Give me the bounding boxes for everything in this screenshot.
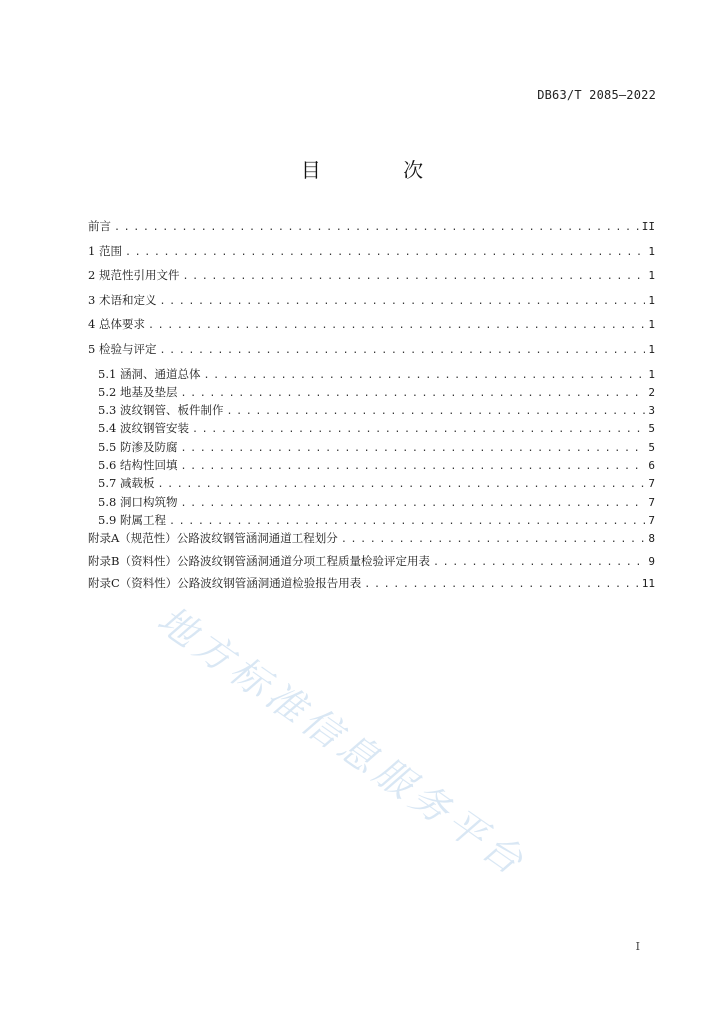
- toc-entry-page: 1: [648, 367, 655, 381]
- toc-leader-dots: [433, 554, 645, 571]
- toc-entry-page: 1: [648, 269, 655, 283]
- toc-leader-dots: [180, 458, 645, 475]
- toc-leader-dots: [341, 531, 646, 548]
- toc-entry[interactable]: [88, 292, 655, 317]
- toc-entry-page: 1: [648, 342, 655, 356]
- toc-entry-page: 11: [641, 577, 655, 591]
- toc-entry-label: 附录B（资料性）公路波纹钢管涵洞通道分项工程质量检验评定用表: [88, 553, 433, 570]
- page-number: I: [635, 940, 640, 953]
- toc-entry-page: 7: [648, 513, 655, 527]
- toc-entry[interactable]: [88, 512, 655, 530]
- toc-leader-dots: [203, 367, 645, 384]
- toc-leader-dots: [169, 513, 645, 530]
- toc-leader-dots: [364, 576, 638, 593]
- toc-entry-page: 8: [648, 532, 655, 546]
- toc-entry-label: 5 检验与评定: [88, 341, 159, 358]
- toc-entry[interactable]: [88, 218, 655, 243]
- toc-entry[interactable]: [88, 316, 655, 341]
- toc-entry[interactable]: [88, 575, 655, 598]
- toc-leader-dots: [182, 268, 645, 285]
- watermark: 地方标准信息服务平台: [149, 597, 536, 886]
- toc-entry-page: 1: [648, 293, 655, 307]
- toc-entry[interactable]: [88, 475, 655, 493]
- toc-entry[interactable]: [88, 439, 655, 457]
- toc-entry[interactable]: [88, 530, 655, 553]
- toc-entry[interactable]: [88, 243, 655, 268]
- toc-entry-page: 7: [648, 495, 655, 509]
- toc-entry[interactable]: [88, 267, 655, 292]
- toc-leader-dots: [125, 244, 645, 261]
- toc-entry-label: 5.3 波纹钢管、板件制作: [98, 402, 226, 419]
- toc-entry-label: 5.9 附属工程: [98, 512, 169, 529]
- toc-entry[interactable]: [88, 366, 655, 384]
- toc-entry-page: 5: [648, 440, 655, 454]
- toc-entry-label: 附录C（资料性）公路波纹钢管涵洞通道检验报告用表: [88, 575, 364, 592]
- toc-entry-label: 4 总体要求: [88, 316, 148, 333]
- toc-leader-dots: [180, 385, 645, 402]
- toc-leader-dots: [114, 219, 639, 236]
- toc-entry[interactable]: [88, 341, 655, 366]
- toc-entry-label: 5.4 波纹钢管安装: [98, 420, 192, 437]
- page-title: 目 次: [300, 158, 462, 182]
- toc-entry-page: 2: [648, 385, 655, 399]
- toc-entry-label: 附录A（规范性）公路波纹钢管涵洞通道工程划分: [88, 530, 341, 547]
- table-of-contents: [88, 218, 655, 598]
- toc-entry-label: 3 术语和定义: [88, 292, 159, 309]
- toc-entry-label: 5.5 防渗及防腐: [98, 439, 180, 456]
- document-code: DB63/T 2085—2022: [537, 88, 656, 102]
- toc-leader-dots: [157, 476, 645, 493]
- toc-entry-label: 5.8 洞口构筑物: [98, 494, 180, 511]
- toc-leader-dots: [159, 342, 645, 359]
- toc-entry[interactable]: [88, 402, 655, 420]
- toc-entry[interactable]: [88, 553, 655, 576]
- toc-entry[interactable]: [88, 494, 655, 512]
- toc-entry-label: 前言: [88, 218, 114, 235]
- toc-entry-page: 9: [648, 554, 655, 568]
- toc-entry-label: 5.6 结构性回填: [98, 457, 180, 474]
- toc-entry[interactable]: [88, 420, 655, 438]
- toc-leader-dots: [148, 317, 645, 334]
- toc-entry-page: 5: [648, 422, 655, 436]
- toc-entry-page: 1: [648, 318, 655, 332]
- toc-entry-page: 7: [648, 477, 655, 491]
- toc-entry-page: II: [641, 220, 655, 233]
- toc-entry[interactable]: [88, 457, 655, 475]
- toc-entry-page: 3: [648, 404, 655, 418]
- toc-leader-dots: [192, 421, 645, 438]
- toc-leader-dots: [180, 440, 645, 457]
- toc-entry-label: 1 范围: [88, 243, 125, 260]
- toc-leader-dots: [180, 495, 645, 512]
- toc-entry-page: 6: [648, 459, 655, 473]
- toc-entry-label: 2 规范性引用文件: [88, 267, 182, 284]
- toc-leader-dots: [226, 403, 645, 420]
- toc-entry-label: 5.1 涵洞、通道总体: [98, 366, 203, 383]
- toc-entry-page: 1: [648, 244, 655, 258]
- toc-entry[interactable]: [88, 384, 655, 402]
- toc-entry-label: 5.7 减载板: [98, 475, 157, 492]
- toc-entry-label: 5.2 地基及垫层: [98, 384, 180, 401]
- toc-leader-dots: [159, 293, 645, 310]
